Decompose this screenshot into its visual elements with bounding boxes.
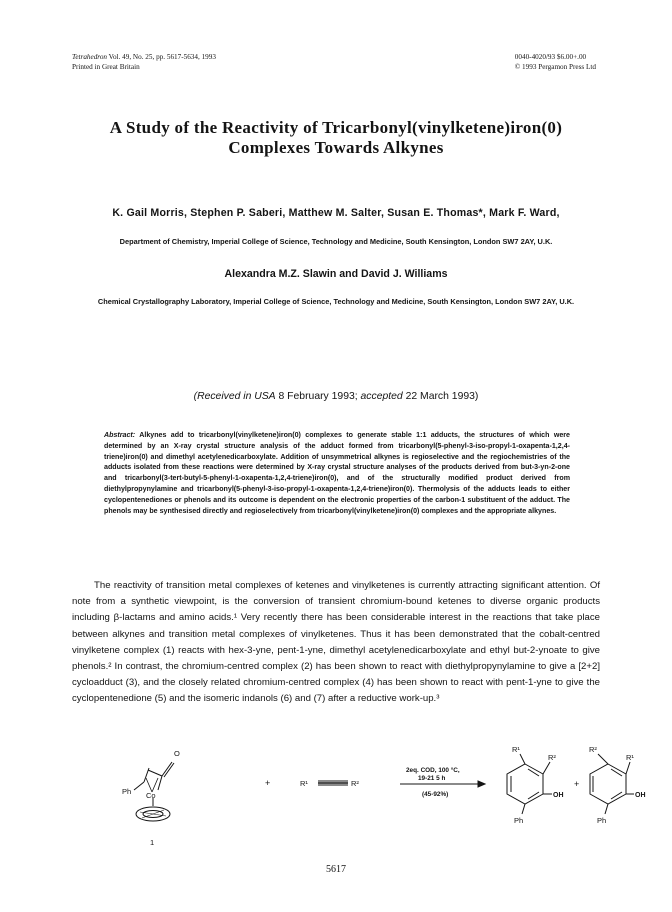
reaction-scheme: [100, 742, 646, 852]
authors-primary: K. Gail Morris, Stephen P. Saberi, Matthew M. Salter, Susan E. Thomas*, Mark F. Ward,: [112, 207, 560, 219]
phenyl-label-complex: Ph: [122, 787, 132, 796]
plus-sign-2: +: [574, 779, 580, 789]
received-dates: [40, 391, 632, 402]
product2-ph-label: Ph: [597, 816, 607, 825]
product1-oh-label: OH: [553, 792, 564, 799]
printed-in: Printed in Great Britain: [72, 63, 140, 71]
conditions-line-2: 19-21 5 h: [418, 775, 446, 782]
intro-paragraph: The reactivity of transition metal complexes of ketenes and vinylketenes is currently attracting significant attention. Of note from a synthetic viewpoint, is the conversion of transient chromium-bound ketenes to diverse organic products including β-lactams and amino acids.¹ Very recently there has been considerable interest in the reactions that take place between alkynes and transition metal complexes of vinylketenes. Thus it has been demonstrated that the cobalt-centred vinylketene complex (1) reacts with hex-3-yne, pent-1-yne, dimethyl acetylenedicarboxylate and ethyl but-2-ynoate to give phenols.² In contrast, the chromium-centred complex (2) has been shown to react with diethylpropynylamine to give a [2+2] cycloadduct (3), and the closely related chromium-centred complex (4) has been shown to react with pent-1-yne to give the cyclopentenedione (5) and the isomeric indanols (6) and (7) after a reductive work-up.³: [72, 580, 600, 705]
paper-title: [40, 118, 632, 158]
abstract-label: Abstract:: [104, 431, 136, 439]
abstract: [104, 430, 570, 516]
reaction-yield: (45-92%): [422, 791, 449, 798]
affiliation-chemistry: Department of Chemistry, Imperial College of Science, Technology and Medicine, South Kensington, London SW7 2AY, U.K.: [119, 237, 553, 246]
received-date: 8 February 1993;: [275, 391, 361, 402]
product1-r1-label: R¹: [512, 745, 520, 754]
abstract-text: Alkynes add to tricarbonyl(vinylketene)iron(0) complexes to generate stable 1:1 adducts, the structures of which were determined by an X-ray crystal structure analysis of the adduct formed from tricarbonyl(5-phenyl-3-iso-propyl-1-oxapenta-1,2,4-triene)iron(0) and dimethyl acetylenedicarboxylate. Addition of unsymmetrical alkynes is regioselective and the regiochemistries of the adducts isolated from these reactions were determined by X-ray crystal structure analyses of the products derived from but-3-yn-2-one and tricarbonyl(3-tert-butyl-5-phenyl-1-oxapenta-1,2,4-triene)iron(0), and of the structurally modified product derived from diethylpropynylamine and tricarbonyl(5-phenyl-3-iso-propyl-1-oxapenta-1,2,4-triene)iron(0). Thermolysis of the adducts leads to either cyclopentenediones or phenols and its outcome is dependent on the electronic properties of the carbon-1 substituent of the adduct. The phenols may be synthesised directly and regioselectively from tricarbonyl(vinylketene)iron(0) complexes and the appropriate alkynes.: [104, 431, 570, 515]
copyright: © 1993 Pergamon Press Ltd: [514, 63, 596, 71]
accepted-date: 22 March 1993): [402, 391, 479, 402]
title-line-1: A Study of the Reactivity of Tricarbonyl(vinylketene)iron(0): [109, 118, 563, 137]
journal-citation: Vol. 49, No. 25, pp. 5617-5634, 1993: [107, 53, 216, 61]
journal-header-left: [72, 52, 216, 72]
page-number: 5617: [326, 864, 346, 875]
accepted-label: accepted: [360, 391, 403, 402]
product2-r1-label: R¹: [626, 753, 634, 762]
alkyne-r2-label: R²: [351, 779, 359, 788]
compound-number-1: 1: [150, 838, 155, 847]
conditions-line-1: 2eq. COD, 100 °C,: [406, 767, 460, 774]
journal-name: Tetrahedron: [72, 53, 108, 61]
title-line-2: Complexes Towards Alkynes: [228, 138, 444, 157]
plus-sign-1: +: [265, 778, 271, 788]
oxygen-atom-label: O: [174, 749, 180, 758]
cobalt-label: Co: [146, 791, 156, 800]
product1-ph-label: Ph: [514, 816, 524, 825]
authors-secondary: Alexandra M.Z. Slawin and David J. Williams: [224, 268, 448, 280]
issn-code: 0040-4020/93 $6.00+.00: [514, 53, 587, 61]
received-label: (Received in USA: [193, 391, 276, 402]
alkyne-r1-label: R¹: [300, 779, 308, 788]
body-paragraph: [72, 578, 600, 708]
journal-header-right: [515, 52, 596, 72]
product1-r2-label: R²: [548, 753, 556, 762]
product2-oh-label: OH: [635, 792, 646, 799]
product2-r2-label: R²: [589, 745, 597, 754]
affiliation-crystallography: Chemical Crystallography Laboratory, Imperial College of Science, Technology and Medicine, South Kensington, London SW7 2AY, U.K.: [97, 297, 575, 306]
